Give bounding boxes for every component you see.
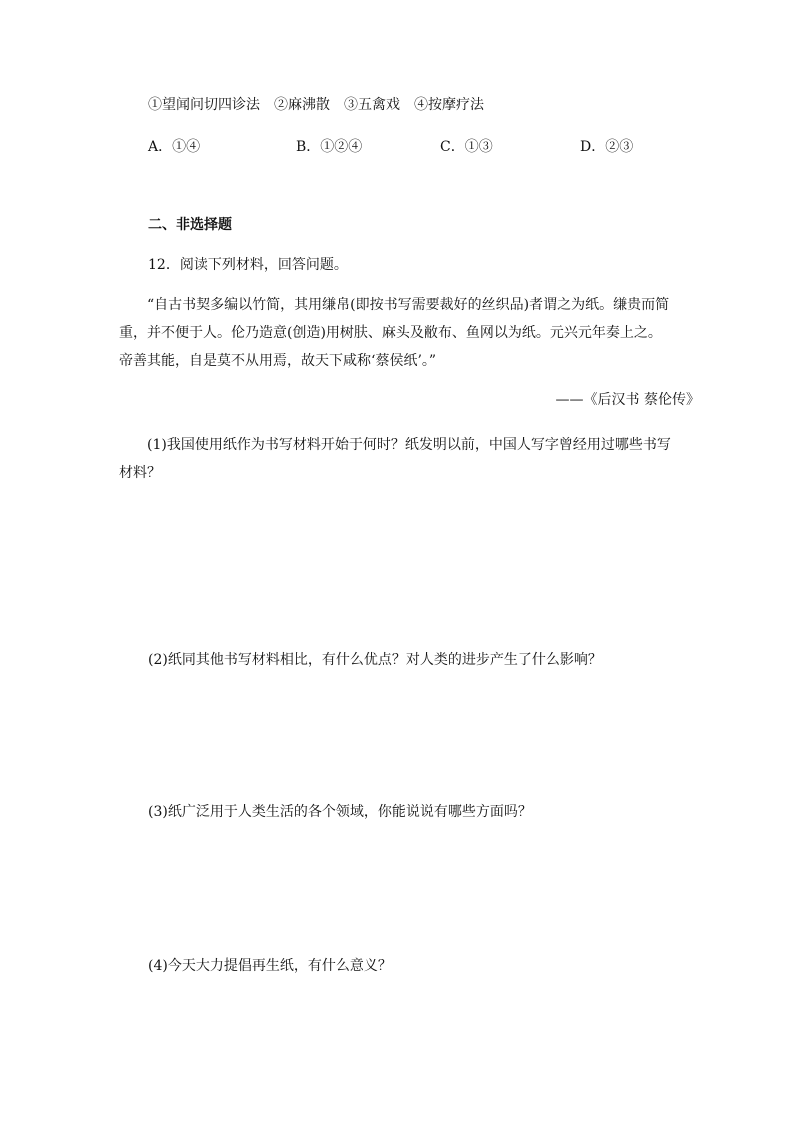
q11-option-d: D．②③	[580, 139, 634, 155]
q12-material: “自古书契多编以竹简，其用缣帛(即按书写需要裁好的丝织品)者谓之为纸。缣贵而简重，并不便于人。伦乃造意(创造)用树肤、麻头及敝布、鱼网以为纸。元兴元年奏上之。帝善其能，自是莫不从用焉，故天下咸称‘蔡侯纸’。”	[119, 297, 670, 369]
q11-option-b: B．①②④	[296, 139, 363, 155]
q11-option-c: C．①③	[440, 139, 493, 155]
q11-option-a: A．①④	[148, 139, 201, 155]
q12-sub-question-3: (3)纸广泛用于人类生活的各个领域，你能说说有哪些方面吗？	[148, 804, 532, 820]
q12-sub-question-2: (2)纸同其他书写材料相比，有什么优点？对人类的进步产生了什么影响？	[148, 652, 602, 668]
section-title: 二、非选择题	[148, 217, 232, 233]
q11-items-line: ①望闻问切四诊法 ②麻沸散 ③五禽戏 ④按摩疗法	[148, 97, 484, 113]
q12-source: ——《后汉书 蔡伦传》	[555, 392, 700, 408]
q12-sub-question-4: (4)今天大力提倡再生纸，有什么意义？	[148, 958, 392, 974]
q12-stem: 12．阅读下列材料，回答问题。	[148, 257, 348, 273]
q12-sub-question-1: (1)我国使用纸作为书写材料开始于何时？纸发明以前，中国人写字曾经用过哪些书写材料？	[119, 437, 671, 481]
